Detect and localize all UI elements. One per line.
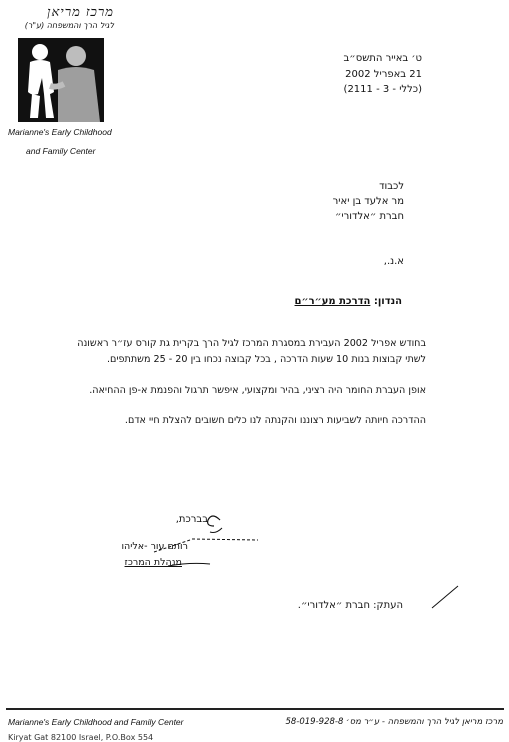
subject-value: הדרכת מע״ר״ם bbox=[294, 296, 371, 307]
org-name-english-line2: and Family Center bbox=[26, 146, 96, 156]
date-gregorian: 21 באפריל 2002 bbox=[345, 69, 422, 80]
pen-mark-icon bbox=[430, 584, 462, 610]
reference-code: (כללי - 3 - 2111) bbox=[343, 84, 422, 95]
greeting: א.נ., bbox=[383, 256, 404, 267]
subject-label: הנדון: bbox=[373, 296, 402, 307]
subject-line bbox=[295, 296, 402, 307]
signatory-title: מנהלת המרכז bbox=[124, 557, 182, 568]
copy-recipient: העתק: חברת ״אלדורי״. bbox=[297, 600, 403, 611]
addressee-name: מר אלעד בן יאיר bbox=[332, 196, 404, 207]
addressee-company: חברת ״אלדורי״ bbox=[334, 211, 404, 222]
org-logo-title: מרכז מריאן bbox=[47, 5, 114, 20]
date-hebrew: ט׳ באייר התשס״ב bbox=[343, 53, 422, 64]
body-line: ההדרכה חיותה לשביעות רצוננו והקנתה לנו כלים חשובים להצלת חיי אדם. bbox=[124, 415, 426, 426]
signatory-name: רותם עור -אליהו bbox=[121, 541, 188, 552]
body-line: בחודש אפריל 2002 העבירת במסגרת המרכז לגיל הרך בקרית גת קורס עז״ר ראשונה bbox=[77, 338, 426, 349]
body-line: לשתי קבוצות בנות 10 שעות הדרכה , בכל קבוצה נכחו בין 20 - 25 משתתפים. bbox=[106, 354, 426, 365]
family-logo-icon bbox=[18, 38, 104, 122]
org-logo-subtitle: לגיל הרך והמשפחה (ע"ר) bbox=[24, 21, 114, 30]
footer-org-english: Marianne's Early Childhood and Family Center bbox=[8, 717, 184, 727]
sign-off: בברכת, bbox=[175, 514, 208, 525]
addressee-label: לכבוד bbox=[379, 181, 404, 192]
footer-org-hebrew: מרכז מריאן לגיל הרך והמשפחה - ע״ר מס׳ 58-019-928-8 bbox=[285, 717, 503, 727]
footer-divider bbox=[6, 708, 504, 710]
body-line: אופן העברת החומר היה רציני, בהיר ומקצועי, איפשר תרגול והפנמת א-פן ההחיאה. bbox=[89, 385, 426, 396]
footer-address: Kiryat Gat 82100 Israel, P.O.Box 554 bbox=[8, 733, 154, 742]
org-name-english-line1: Marianne's Early Childhood bbox=[8, 127, 112, 137]
